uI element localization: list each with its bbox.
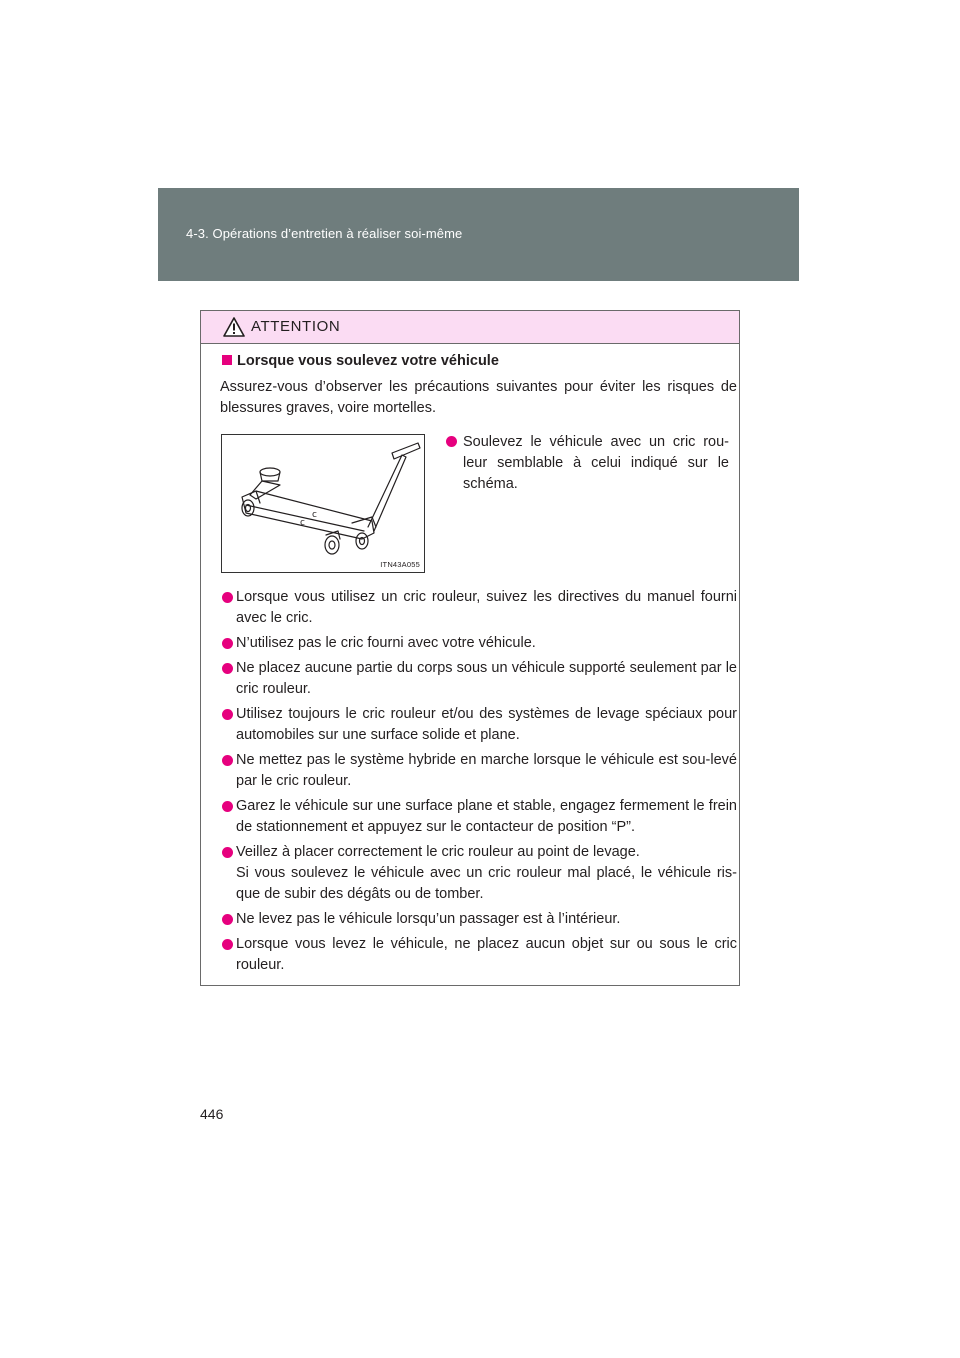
- list-item-extra-text: Si vous soulevez le véhicule avec un cric rouleur mal placé, le véhicule ris-que de subir des dégâts ou de tomber.: [236, 865, 737, 902]
- list-item-text: N’utilisez pas le cric fourni avec votre véhicule.: [236, 635, 536, 651]
- bullet-dot-icon: [222, 755, 233, 766]
- bullet-dot-icon: [222, 939, 233, 950]
- list-item: [222, 704, 737, 746]
- warning-title: ATTENTION: [251, 318, 341, 335]
- section-title-text: Lorsque vous soulevez votre véhicule: [237, 353, 499, 369]
- list-item: [222, 934, 737, 976]
- bullet-dot-icon: [446, 436, 457, 447]
- svg-text:c: c: [312, 510, 317, 520]
- page-number: 446: [200, 1106, 224, 1122]
- bullet-dot-icon: [222, 592, 233, 603]
- list-item: [222, 587, 737, 629]
- list-item-text: Ne placez aucune partie du corps sous un véhicule supporté seulement par le cric rouleur.: [236, 660, 737, 697]
- list-item-text: Utilisez toujours le cric rouleur et/ou des systèmes de levage spéciaux pour automobiles sur une surface solide et plane.: [236, 706, 737, 743]
- intro-paragraph: Assurez-vous d’observer les précautions suivantes pour éviter les risques de blessures graves, voire mortelles.: [220, 379, 737, 416]
- bullet-dot-icon: [222, 663, 233, 674]
- section-title: [222, 353, 499, 369]
- bullet-dot-icon: [222, 709, 233, 720]
- warning-header: [201, 311, 739, 344]
- list-item-text: Ne mettez pas le système hybride en marche lorsque le véhicule est sou-levé par le cric rouleur.: [236, 752, 737, 789]
- list-item-text: Lorsque vous levez le véhicule, ne placez aucun objet sur ou sous le cric rouleur.: [236, 936, 737, 973]
- list-item-text: Lorsque vous utilisez un cric rouleur, suivez les directives du manuel fourni avec le cric.: [236, 589, 737, 626]
- bullet-dot-icon: [222, 801, 233, 812]
- list-item: [222, 842, 737, 905]
- svg-text:c: c: [300, 518, 305, 528]
- list-item-text: Veillez à placer correctement le cric rouleur au point de levage.: [236, 844, 640, 860]
- list-item: [222, 658, 737, 700]
- chapter-title: 4-3. Opérations d’entretien à réaliser soi-même: [186, 226, 463, 241]
- side-bullet-text: Soulevez le véhicule avec un cric rou-leur semblable à celui indiqué sur le schéma.: [463, 434, 729, 492]
- list-item-text: Ne levez pas le véhicule lorsqu’un passager est à l’intérieur.: [236, 911, 621, 927]
- floor-jack-illustration: [221, 434, 425, 573]
- figure-code: ITN43A055: [380, 560, 420, 569]
- list-item: [222, 633, 737, 654]
- square-bullet-icon: [222, 355, 232, 365]
- chapter-header: [158, 188, 799, 281]
- bullet-dot-icon: [222, 638, 233, 649]
- list-item: [222, 750, 737, 792]
- side-bullet: [446, 432, 729, 495]
- list-item: [222, 909, 737, 930]
- list-item: [222, 796, 737, 838]
- floor-jack-icon: [222, 435, 424, 572]
- bullet-dot-icon: [222, 914, 233, 925]
- bullet-list: [222, 587, 737, 980]
- bullet-dot-icon: [222, 847, 233, 858]
- list-item-text: Garez le véhicule sur une surface plane et stable, engagez fermement le frein de stationnement et appuyez sur le contacteur de position “P”.: [236, 798, 737, 835]
- warning-box: [200, 310, 740, 986]
- warning-triangle-icon: [223, 317, 245, 337]
